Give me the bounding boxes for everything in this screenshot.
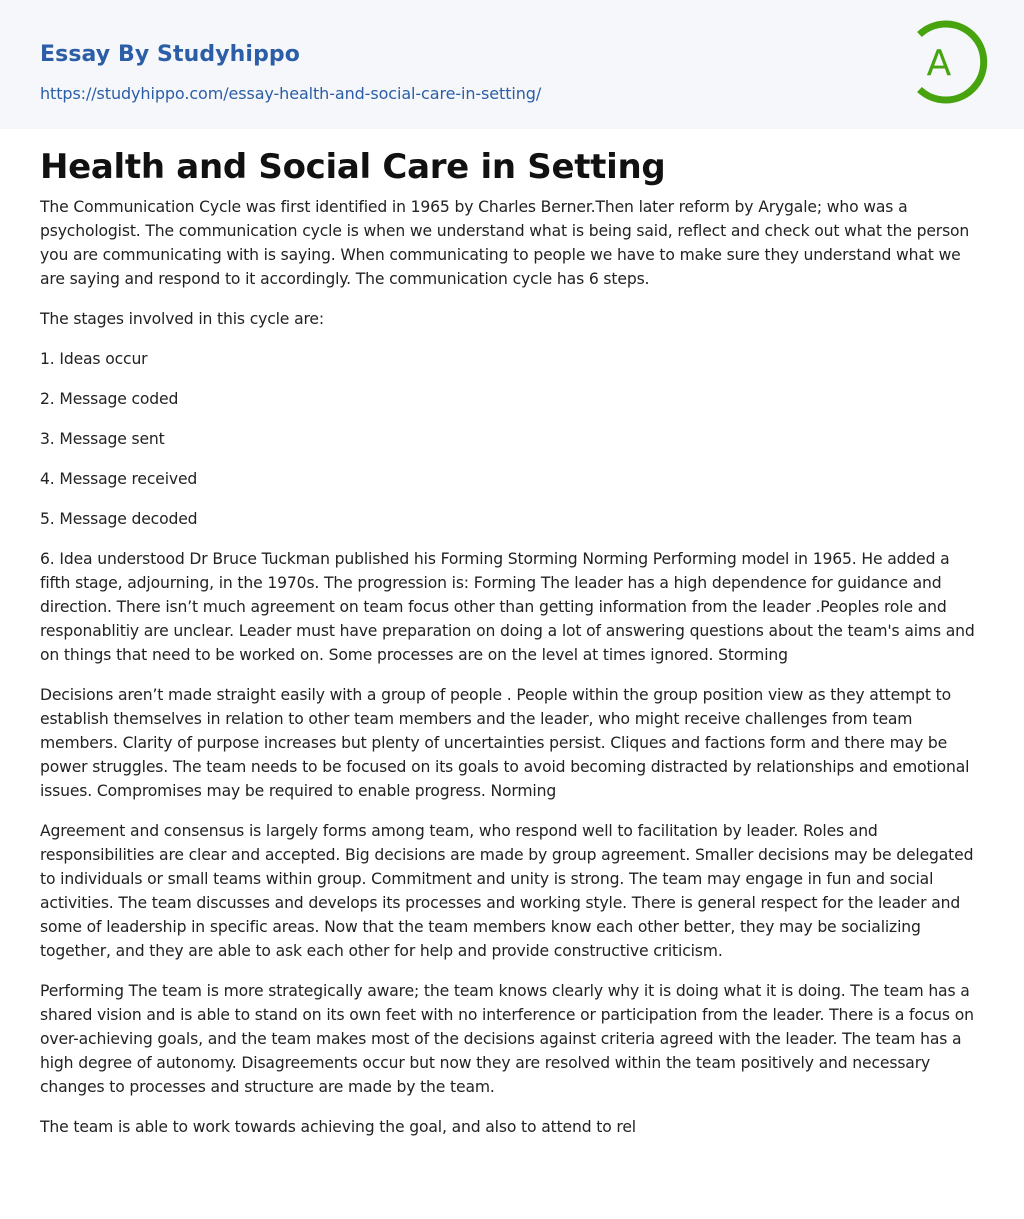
paragraph-intro: The Communication Cycle was first identified in 1965 by Charles Berner.Then later reform by Arygale; who was a psychologist. The communication cycle is when we understand what is being said, reflect and check out what the person you are communicating with is saying. When communicating to people we have to make sure they understand what we are saying and respond to it accordingly. The communication cycle has 6 steps. xyxy=(40,198,970,288)
page-title: Health and Social Care in Setting xyxy=(40,147,666,187)
paragraph-stages-intro: The stages involved in this cycle are: xyxy=(40,310,324,328)
stage-item-5: 5. Message decoded xyxy=(40,510,198,528)
essay-url-link[interactable]: https://studyhippo.com/essay-health-and-social-care-in-setting/ xyxy=(40,84,542,103)
paragraph-truncated: The team is able to work towards achieving the goal, and also to attend to rel xyxy=(40,1118,636,1136)
stage-item-4: 4. Message received xyxy=(40,470,198,488)
stage-item-3: 3. Message sent xyxy=(40,430,165,448)
paragraph-performing: Performing The team is more strategically aware; the team knows clearly why it is doing what it is doing. The team has a shared vision and is able to stand on its own feet with no interference or participation from the leader. There is a focus on over-achieving goals, and the team makes most of the decisions against criteria agreed with the leader. The team has a high degree of autonomy. Disagreements occur but now they are resolved within the team positively and necessary changes to processes and structure are made by the team. xyxy=(40,982,974,1096)
studyhippo-logo[interactable] xyxy=(905,18,989,106)
site-header xyxy=(0,0,1024,129)
article xyxy=(0,129,1024,1195)
logo-letter: A xyxy=(926,43,952,84)
paragraph-forming: 6. Idea understood Dr Bruce Tuckman published his Forming Storming Norming Performing model in 1965. He added a fifth stage, adjourning, in the 1970s. The progression is: Forming The leader has a high dependence for guidance and direction. There isn’t much agreement on team focus other than getting information from the leader .Peoples role and responablitiy are unclear. Leader must have preparation on doing a lot of answering questions about the team's aims and on things that need to be worked on. Some processes are on the level at times ignored. Storming xyxy=(40,550,975,664)
stage-item-2: 2. Message coded xyxy=(40,390,179,408)
paragraph-norming: Agreement and consensus is largely forms among team, who respond well to facilitation by leader. Roles and responsibilities are clear and accepted. Big decisions are made by group agreement. Smaller decisions may be delegated to individuals or small teams within group. Commitment and unity is strong. The team may engage in fun and social activities. The team discusses and develops its processes and working style. There is general respect for the leader and some of leadership in specific areas. Now that the team members know each other better, they may be socializing together, and they are able to ask each other for help and provide constructive criticism. xyxy=(40,822,974,960)
stage-item-1: 1. Ideas occur xyxy=(40,350,148,368)
logo-arc-icon xyxy=(905,18,989,106)
brand-title[interactable]: Essay By Studyhippo xyxy=(40,42,300,67)
paragraph-storming: Decisions aren’t made straight easily with a group of people . People within the group position view as they attempt to establish themselves in relation to other team members and the leader, who might receive challenges from team members. Clarity of purpose increases but plenty of uncertainties persist. Cliques and factions form and there may be power struggles. The team needs to be focused on its goals to avoid becoming distracted by relationships and emotional issues. Compromises may be required to enable progress. Norming xyxy=(40,686,970,800)
